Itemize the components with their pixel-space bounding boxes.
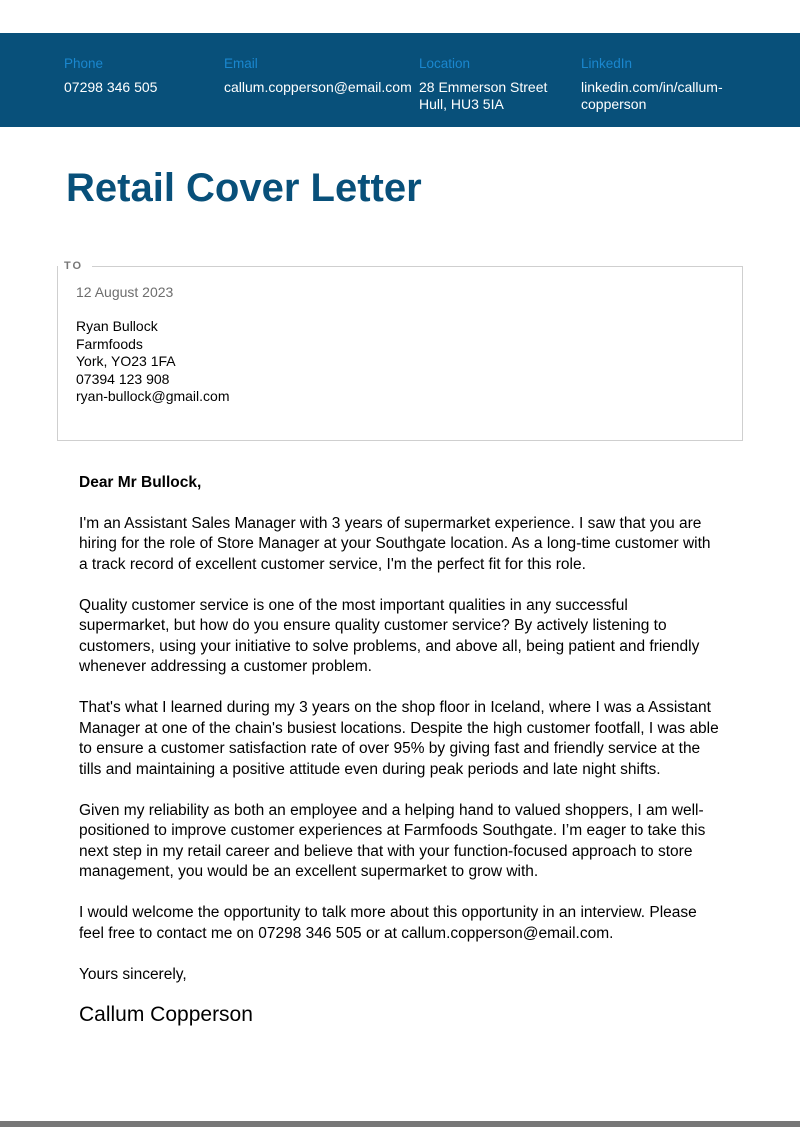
recipient-box-top-line: [92, 266, 743, 267]
contact-header: [0, 33, 800, 127]
phone-value: 07298 346 505: [64, 79, 158, 95]
recipient-phone: 07394 123 908: [76, 370, 170, 387]
document-title: Retail Cover Letter: [66, 166, 422, 210]
letter-date: 12 August 2023: [76, 284, 174, 300]
location-label: Location: [419, 56, 471, 71]
location-line2: Hull, HU3 5IA: [419, 95, 504, 112]
paragraph-1: I'm an Assistant Sales Manager with 3 years of supermarket experience. I saw that you are hiring for the role of Store Manager at your Southgate location. As a long-time customer with a track record of excellent customer service, I'm the perfect fit for this role.: [79, 514, 711, 573]
paragraph-3: That's what I learned during my 3 years on the shop floor in Iceland, where I was a Assistant Manager at one of the chain's busiest locations. Despite the high customer footfall, I was able to ensure a customer satisfaction rate of over 95% by giving fast and friendly service at the tills and maintaining a positive attitude even during peak periods and late night shifts.: [79, 699, 719, 778]
salutation: Dear Mr Bullock,: [79, 474, 202, 491]
email-label: Email: [224, 56, 258, 71]
recipient-details: [76, 318, 229, 406]
to-label: TO: [64, 260, 84, 272]
closing: Yours sincerely,: [79, 965, 187, 983]
linkedin-line2: copperson: [581, 95, 647, 112]
linkedin-label: LinkedIn: [581, 56, 633, 71]
contact-location: [419, 55, 547, 112]
recipient-company: Farmfoods: [76, 335, 143, 352]
recipient-name: Ryan Bullock: [76, 318, 158, 334]
paragraph-2: Quality customer service is one of the most important qualities in any successful supermarket, but how do you ensure quality customer service? By actively listening to customers, using your initiative to solve problems, and above all, being patient and friendly whenever addressing a customer problem.: [79, 596, 700, 675]
location-line1: 28 Emmerson Street: [419, 79, 548, 95]
paragraph-5: I would welcome the opportunity to talk more about this opportunity in an interview. Please feel free to contact me on 07298 346 505 or at callum.copperson@email.com.: [79, 904, 697, 942]
contact-phone: [64, 55, 157, 96]
contact-linkedin: [581, 55, 723, 112]
phone-label: Phone: [64, 56, 104, 71]
contact-email: [224, 55, 412, 96]
linkedin-line1: linkedin.com/in/callum-: [581, 79, 723, 95]
recipient-address: York, YO23 1FA: [76, 353, 176, 370]
letter-body: [79, 473, 719, 1028]
bottom-bar: [0, 1121, 800, 1127]
paragraph-4: Given my reliability as both an employee and a helping hand to valued shoppers, I am well-positioned to improve customer experiences at Farmfoods Southgate. I’m eager to take this next step in my retail career and believe that with your function-focused approach to store management, you would be an excellent supermarket to grow with.: [79, 801, 706, 880]
recipient-email: ryan-bullock@gmail.com: [76, 388, 230, 405]
signature: Callum Copperson: [79, 1003, 253, 1026]
email-value: callum.copperson@email.com: [224, 79, 412, 95]
